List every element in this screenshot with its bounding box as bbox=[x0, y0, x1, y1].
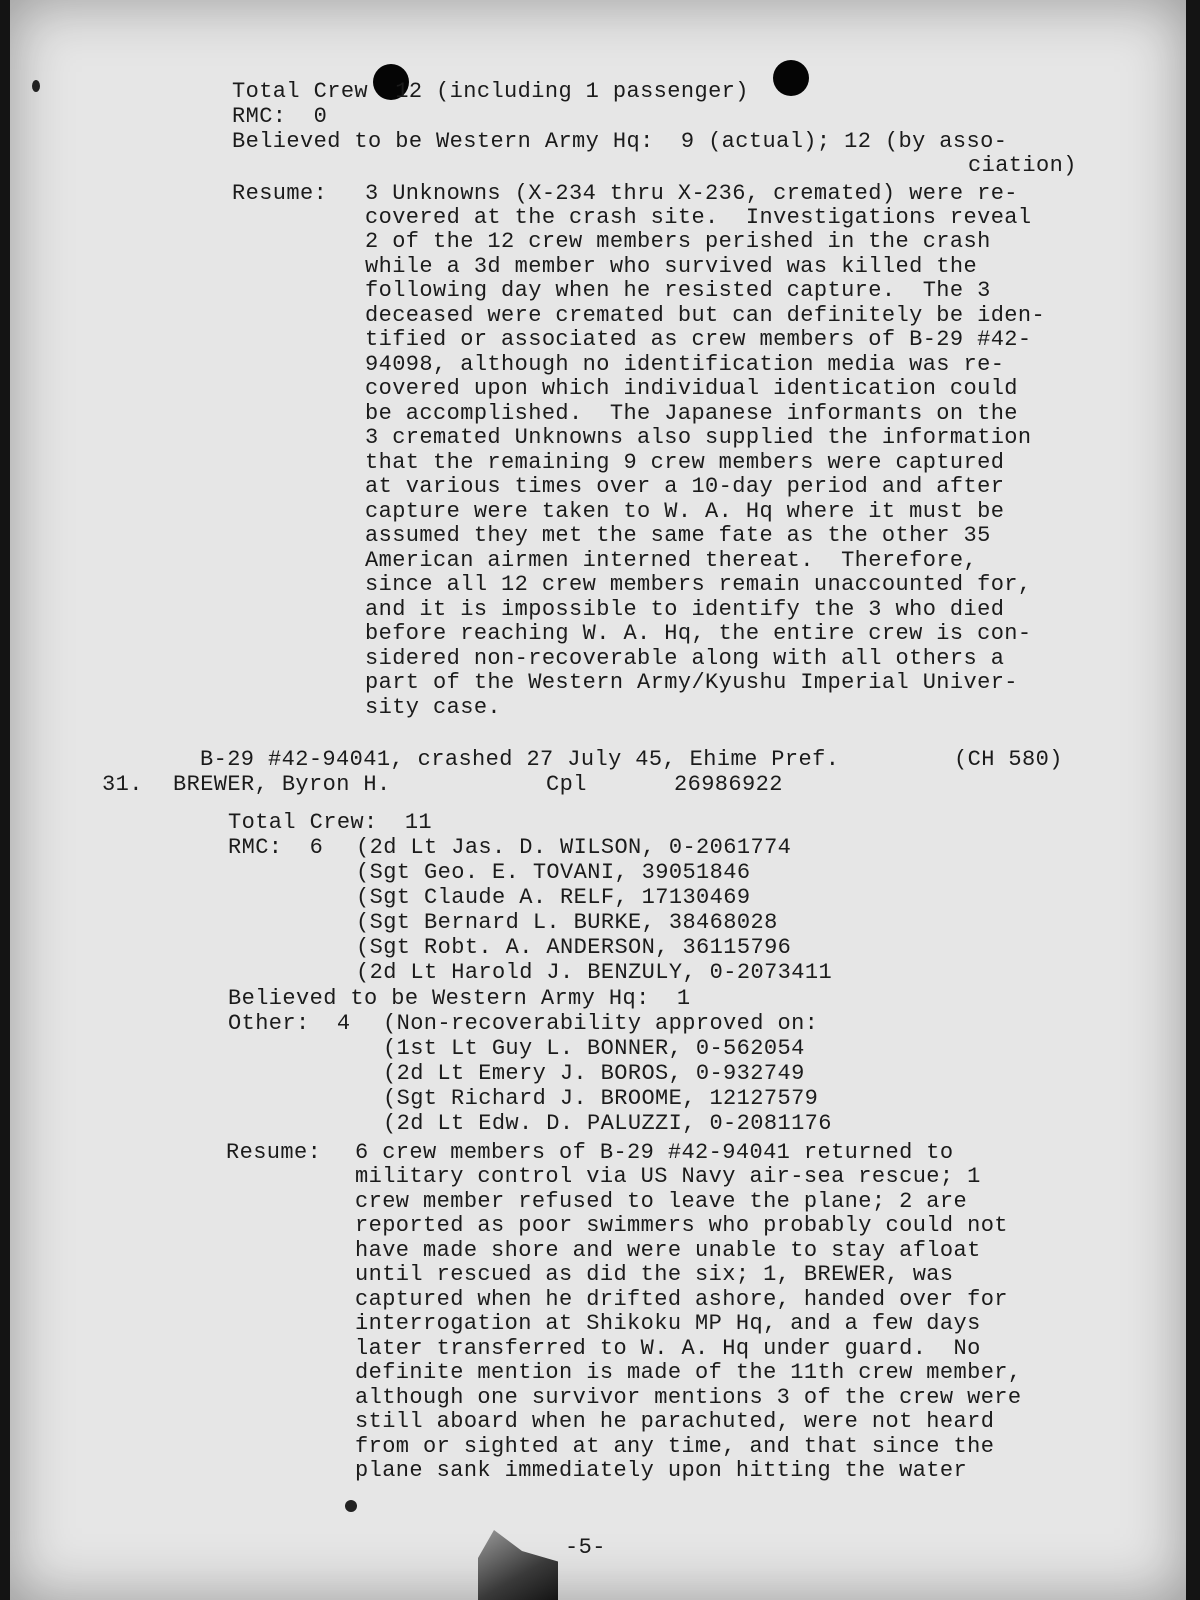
resume-line: that the remaining 9 crew members were captured bbox=[365, 450, 1005, 475]
resume-line: tified or associated as crew members of B-29 #42- bbox=[365, 327, 1032, 352]
page-number: -5- bbox=[565, 1535, 606, 1560]
believed-line-cont: ciation) bbox=[968, 153, 1077, 178]
rmc-member: (2d Lt Harold J. BENZULY, 0-2073411 bbox=[356, 960, 833, 985]
section-resume-line: definite mention is made of the 11th crew member, bbox=[355, 1360, 1022, 1385]
other-member: (2d Lt Emery J. BOROS, 0-932749 bbox=[383, 1061, 805, 1086]
section-rmc-label: RMC: 6 bbox=[228, 835, 324, 860]
resume-line: following day when he resisted capture. The 3 bbox=[365, 278, 991, 303]
section-resume-line: still aboard when he parachuted, were not heard bbox=[355, 1409, 995, 1434]
entry-name: BREWER, Byron H. bbox=[173, 772, 391, 797]
rmc-member: (Sgt Claude A. RELF, 17130469 bbox=[356, 885, 751, 910]
section-resume-line: until rescued as did the six; 1, BREWER, was bbox=[355, 1262, 954, 1287]
section-resume-line: reported as poor swimmers who probably could not bbox=[355, 1213, 1008, 1238]
section-resume-line: although one survivor mentions 3 of the crew were bbox=[355, 1385, 1022, 1410]
resume-line: covered upon which individual identication could bbox=[365, 376, 1018, 401]
entry-number: 31. bbox=[102, 772, 143, 797]
entry-rank: Cpl bbox=[546, 772, 587, 797]
resume-line: 94098, although no identification media was re- bbox=[365, 352, 1005, 377]
section-resume-line: from or sighted at any time, and that since the bbox=[355, 1434, 995, 1459]
resume-line: sidered non-recoverable along with all others a bbox=[365, 646, 1005, 671]
resume-line: at various times over a 10-day period and after bbox=[365, 474, 1005, 499]
resume-line: 3 Unknowns (X-234 thru X-236, cremated) were re- bbox=[365, 181, 1018, 206]
rmc-member: (Sgt Geo. E. TOVANI, 39051846 bbox=[356, 860, 751, 885]
resume-line: sity case. bbox=[365, 695, 502, 720]
section-resume-line: 6 crew members of B-29 #42-94041 returned to bbox=[355, 1140, 954, 1165]
rmc-member: (2d Lt Jas. D. WILSON, 0-2061774 bbox=[356, 835, 792, 860]
resume-line: be accomplished. The Japanese informants on the bbox=[365, 401, 1018, 426]
other-member: (1st Lt Guy L. BONNER, 0-562054 bbox=[383, 1036, 805, 1061]
ink-speck bbox=[32, 80, 40, 92]
section-other-label: Other: 4 bbox=[228, 1011, 351, 1036]
rmc-line: RMC: 0 bbox=[232, 104, 328, 129]
rmc-member: (Sgt Bernard L. BURKE, 38468028 bbox=[356, 910, 778, 935]
rmc-member: (Sgt Robt. A. ANDERSON, 36115796 bbox=[356, 935, 792, 960]
section-resume-line: crew member refused to leave the plane; 2 are bbox=[355, 1189, 968, 1214]
resume-line: part of the Western Army/Kyushu Imperial Univer- bbox=[365, 670, 1018, 695]
other-member: (Non-recoverability approved on: bbox=[383, 1011, 819, 1036]
other-member: (Sgt Richard J. BROOME, 12127579 bbox=[383, 1086, 819, 1111]
section-resume-line: plane sank immediately upon hitting the water bbox=[355, 1458, 968, 1483]
section-resume-line: military control via US Navy air-sea rescue; 1 bbox=[355, 1164, 981, 1189]
section-believed: Believed to be Western Army Hq: 1 bbox=[228, 986, 691, 1011]
other-member: (2d Lt Edw. D. PALUZZI, 0-2081176 bbox=[383, 1111, 832, 1136]
case-number: (CH 580) bbox=[954, 747, 1063, 772]
section-resume-line: captured when he drifted ashore, handed over for bbox=[355, 1287, 1008, 1312]
section-resume-label: Resume: bbox=[226, 1140, 322, 1165]
punch-hole-right bbox=[773, 60, 809, 96]
resume-line: and it is impossible to identify the 3 who died bbox=[365, 597, 1005, 622]
total-crew-line: Total Crew 12 (including 1 passenger) bbox=[232, 79, 749, 104]
section-resume-line: later transferred to W. A. Hq under guard. No bbox=[355, 1336, 981, 1361]
resume-line: 2 of the 12 crew members perished in the crash bbox=[365, 229, 991, 254]
aircraft-heading: B-29 #42-94041, crashed 27 July 45, Ehime Pref. bbox=[200, 747, 840, 772]
resume-label: Resume: bbox=[232, 181, 328, 206]
section-resume-line: have made shore and were unable to stay afloat bbox=[355, 1238, 981, 1263]
resume-line: since all 12 crew members remain unaccounted for, bbox=[365, 572, 1032, 597]
resume-line: deceased were cremated but can definitely be iden- bbox=[365, 303, 1046, 328]
document-page bbox=[10, 0, 1186, 1600]
resume-line: while a 3d member who survived was killed the bbox=[365, 254, 978, 279]
resume-line: covered at the crash site. Investigations reveal bbox=[365, 205, 1032, 230]
torn-corner bbox=[478, 1530, 558, 1600]
resume-line: before reaching W. A. Hq, the entire crew is con- bbox=[365, 621, 1032, 646]
entry-serial: 26986922 bbox=[674, 772, 783, 797]
section-total-crew: Total Crew: 11 bbox=[228, 810, 433, 835]
resume-line: assumed they met the same fate as the other 35 bbox=[365, 523, 991, 548]
resume-line: 3 cremated Unknowns also supplied the information bbox=[365, 425, 1032, 450]
resume-line: American airmen interned thereat. Therefore, bbox=[365, 548, 978, 573]
resume-line: capture were taken to W. A. Hq where it must be bbox=[365, 499, 1005, 524]
ink-speck bbox=[345, 1500, 357, 1512]
believed-line: Believed to be Western Army Hq: 9 (actual); 12 (by asso- bbox=[232, 129, 1008, 154]
section-resume-line: interrogation at Shikoku MP Hq, and a few days bbox=[355, 1311, 981, 1336]
